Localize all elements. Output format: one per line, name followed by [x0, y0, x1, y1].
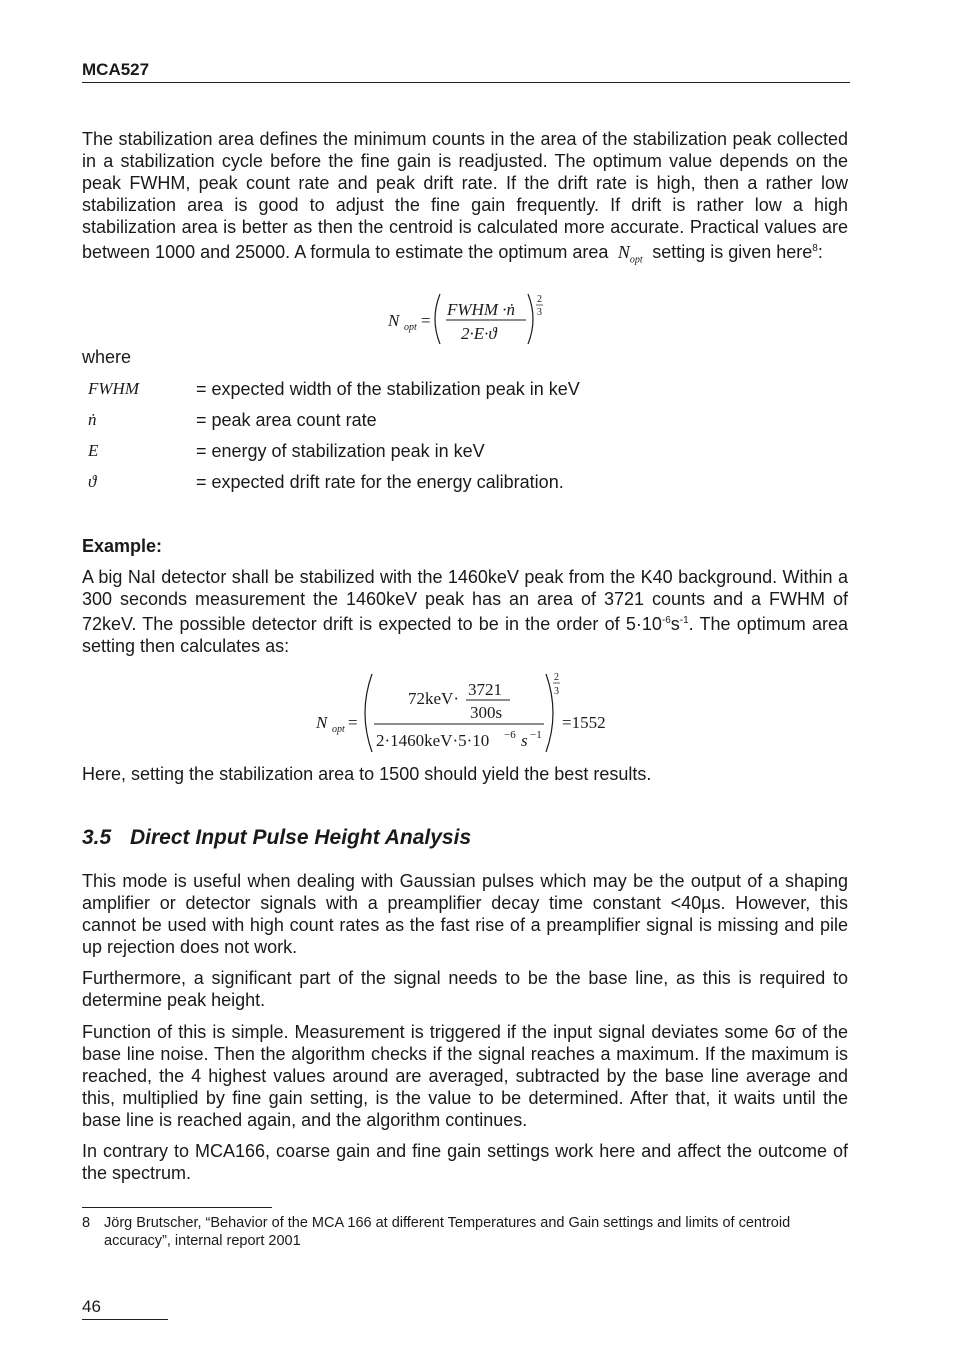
header-title: MCA527 — [82, 60, 150, 79]
section-heading — [82, 826, 471, 850]
formula1-exp-den: 3 — [537, 307, 542, 318]
section-paragraph: Furthermore, a significant part of the signal needs to be the base line, as this is required to determine peak height. — [82, 968, 848, 1010]
example-text-b: . The optimum area setting then calculates as: — [82, 614, 848, 656]
definition-text: = peak area count rate — [196, 410, 377, 430]
formula2-top-frac-den: 300s — [470, 703, 503, 722]
formula2-lhs: N — [316, 713, 328, 732]
formula1-lhs-sub: opt — [404, 322, 417, 333]
footnote-divider — [82, 1207, 272, 1208]
definition-symbol: ϑ — [88, 472, 97, 491]
formula2-exp-num: 2 — [554, 672, 559, 683]
formula2-top-prefix: 72keV· — [408, 689, 459, 708]
intro-tail-before: optimum area — [498, 242, 609, 262]
section-paragraph: In contrary to MCA166, coarse gain and fine gain settings work here and affect the outcome of the spectrum. — [82, 1141, 848, 1183]
definition-text: = expected width of the stabilization peak in keV — [196, 379, 580, 399]
section-title: Direct Input Pulse Height Analysis — [130, 826, 472, 849]
intro-text: The stabilization area defines the minimum counts in the area of the stabilization peak collected in a stabilization cycle before the fine gain is readjusted. The optimum value depends on the peak FWHM, peak count rate and peak drift rate. If the drift rate is high, then a rather low stabilization area is good to adjust the fine gain frequently. If drift is rather low a high stabilization area is better as then the centroid is calculated more accurate. Practical values are between 1000 and 25000. A formula to estimate the — [82, 129, 848, 262]
formula1-equals: = — [421, 311, 431, 330]
formula-example-calculation — [310, 668, 630, 758]
page-number: 46 — [82, 1297, 168, 1320]
footnote-text: Jörg Brutscher, “Behavior of the MCA 166 at different Temperatures and Gain settings and limits of centroid accuracy”, internal report 2001 — [104, 1215, 791, 1249]
definition-symbol: ṅ — [88, 410, 97, 429]
footnote-number: 8 — [82, 1215, 91, 1231]
definition-text: = energy of stabilization peak in keV — [196, 441, 485, 461]
formula2-result: =1552 — [562, 713, 606, 732]
formula2-bottom-exp: −6 — [504, 729, 516, 741]
intro-tail-after: setting is given here — [652, 242, 813, 262]
formula2-lhs-sub: opt — [332, 724, 345, 735]
section-number: 3.5 — [82, 826, 112, 849]
definition-symbol: E — [88, 441, 99, 460]
n-opt-symbol: $N_{opt}$ — [617, 242, 643, 266]
example-paragraph: A big NaI detector shall be stabilized with the 1460keV peak from the K40 background. Within a 300 seconds measurement the 1460keV peak has an area of 3721 counts and a FWHM of 72keV. The possible detector drift is expected to be in the order of $5\cdot 10^{-6}s^{-1}$. The optimum area setting then calculates as: — [82, 567, 848, 656]
formula2-bottom: 2·1460keV·5·10 — [376, 731, 490, 750]
footnote-ref: 8 — [812, 243, 818, 254]
example-label: Example: — [82, 536, 163, 556]
conclusion-paragraph: Here, setting the stabilization area to 1500 should yield the best results. — [82, 764, 652, 784]
formula2-bottom-unit: s — [521, 731, 528, 750]
definition-text: = expected drift rate for the energy calibration. — [196, 472, 564, 492]
formula2-bottom-unit-exp: −1 — [530, 729, 542, 741]
formula1-denominator: 2·E·ϑ — [461, 324, 497, 343]
page-header — [82, 60, 850, 83]
formula2-exp-den: 3 — [554, 686, 559, 697]
formula1-exp-num: 2 — [537, 294, 542, 305]
definition-symbol: FWHM — [88, 379, 139, 398]
where-label: where — [82, 347, 132, 367]
section-paragraph: Function of this is simple. Measurement is triggered if the input signal deviates some 6σ of the base line noise. Then the algorithm checks if the signal reaches a maximum. If the maximum is reached, the 4 highest values around are averaged, subtracted by the base line average and this, multiplied by fine gain setting, is the value to be determined. After that, it waits until the base line is reached again, and the algorithm continues. — [82, 1022, 848, 1130]
section-paragraph: This mode is useful when dealing with Gaussian pulses which may be the output of a shaping amplifier or detector signals with a preamplifier decay time constant <40µs. However, this cannot be used with high count rates as the fast rise of a preamplifier signal is missing and pile up rejection does not work. — [82, 871, 848, 957]
formula2-top-frac-num: 3721 — [468, 680, 502, 699]
example-text-a: A big NaI detector shall be stabilized with the 1460keV peak from the K40 background. Within a 300 seconds measurement the 1460keV peak has an area of 3721 counts and a FWHM of 72keV. The possible detector drift is expected to be in the order of 5 — [82, 567, 848, 634]
formula2-equals: = — [348, 713, 358, 732]
formula1-lhs: N — [388, 311, 400, 330]
formula1-numerator: FWHM ·ṅ — [447, 300, 515, 319]
formula-optimum-area — [380, 290, 560, 348]
intro-paragraph: The stabilization area defines the minimum counts in the area of the stabilization peak collected in a stabilization cycle before the fine gain is readjusted. The optimum value depends on the peak FWHM, peak count rate and peak drift rate. If the drift rate is high, then a rather low stabilization area is good to adjust the fine gain frequently. If drift is rather low a high stabilization area is better as then the centroid is calculated more accurate. Practical values are between 1000 and 25000. A formula to estimate the optimum area $N_{opt}$ setting is given here$^8$: — [82, 129, 848, 266]
